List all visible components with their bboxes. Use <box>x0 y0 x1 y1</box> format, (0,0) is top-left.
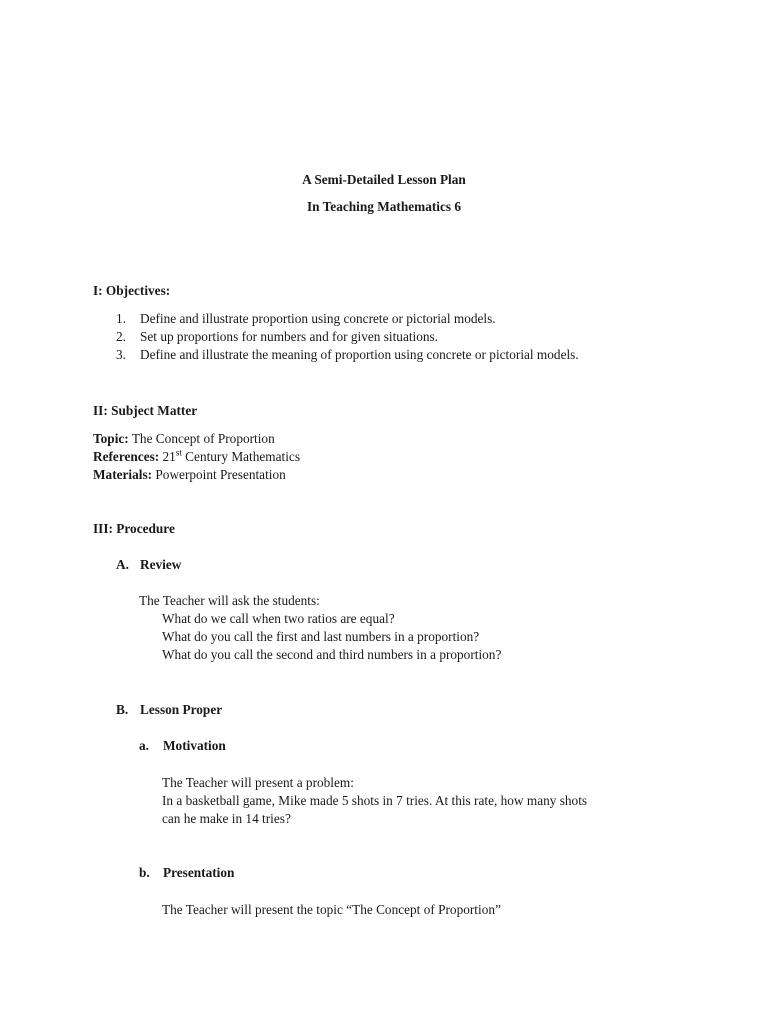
lesson-proper-heading-line <box>116 701 222 719</box>
topic-value: The Concept of Proportion <box>131 431 275 446</box>
motivation-heading-line <box>139 737 226 755</box>
topic-label: Topic: <box>93 431 129 446</box>
presentation-letter: b. <box>139 865 150 880</box>
objective-number: 3. <box>116 347 126 362</box>
objective-text: Define and illustrate the meaning of proportion using concrete or pictorial models. <box>140 347 579 362</box>
review-intro: The Teacher will ask the students: <box>139 593 320 608</box>
objective-item <box>116 328 438 346</box>
motivation-text: The Teacher will present a problem: <box>162 775 354 790</box>
references-num: 21 <box>162 449 176 464</box>
document-subtitle: In Teaching Mathematics 6 <box>306 199 462 214</box>
materials-line <box>93 466 286 484</box>
objective-number: 2. <box>116 329 126 344</box>
review-question: What do you call the second and third numbers in a proportion? <box>162 647 502 662</box>
materials-value: Powerpoint Presentation <box>155 467 286 482</box>
motivation-text: In a basketball game, Mike made 5 shots in 7 tries. At this rate, how many shots <box>162 793 588 808</box>
review-letter: A. <box>116 557 129 572</box>
procedure-heading: III: Procedure <box>93 521 175 536</box>
objective-item <box>116 346 579 364</box>
motivation-text: can he make in 14 tries? <box>162 811 291 826</box>
subject-matter-heading: II: Subject Matter <box>93 403 198 418</box>
materials-label: Materials: <box>93 467 153 482</box>
presentation-text: The Teacher will present the topic “The Concept of Proportion” <box>162 902 501 917</box>
lesson-proper-letter: B. <box>116 702 129 717</box>
references-rest: Century Mathematics <box>185 449 301 464</box>
objective-text: Define and illustrate proportion using concrete or pictorial models. <box>140 311 496 326</box>
objective-text: Set up proportions for numbers and for given situations. <box>140 329 439 344</box>
presentation-heading-line <box>139 864 234 882</box>
references-label: References: <box>93 449 160 464</box>
objective-number: 1. <box>116 311 126 326</box>
objectives-heading: I: Objectives: <box>93 283 171 298</box>
review-heading-line <box>116 556 181 574</box>
review-question: What do you call the first and last numbers in a proportion? <box>162 629 480 644</box>
review-question: What do we call when two ratios are equal? <box>162 611 395 626</box>
references-line <box>93 448 300 466</box>
objective-item <box>116 310 496 328</box>
document-title: A Semi-Detailed Lesson Plan <box>302 172 466 187</box>
motivation-letter: a. <box>139 738 149 753</box>
presentation-heading: Presentation <box>163 865 235 880</box>
references-sup: st <box>175 447 182 458</box>
topic-line <box>93 430 275 448</box>
motivation-heading: Motivation <box>163 738 226 753</box>
review-heading: Review <box>140 557 182 572</box>
lesson-proper-heading: Lesson Proper <box>140 702 223 717</box>
